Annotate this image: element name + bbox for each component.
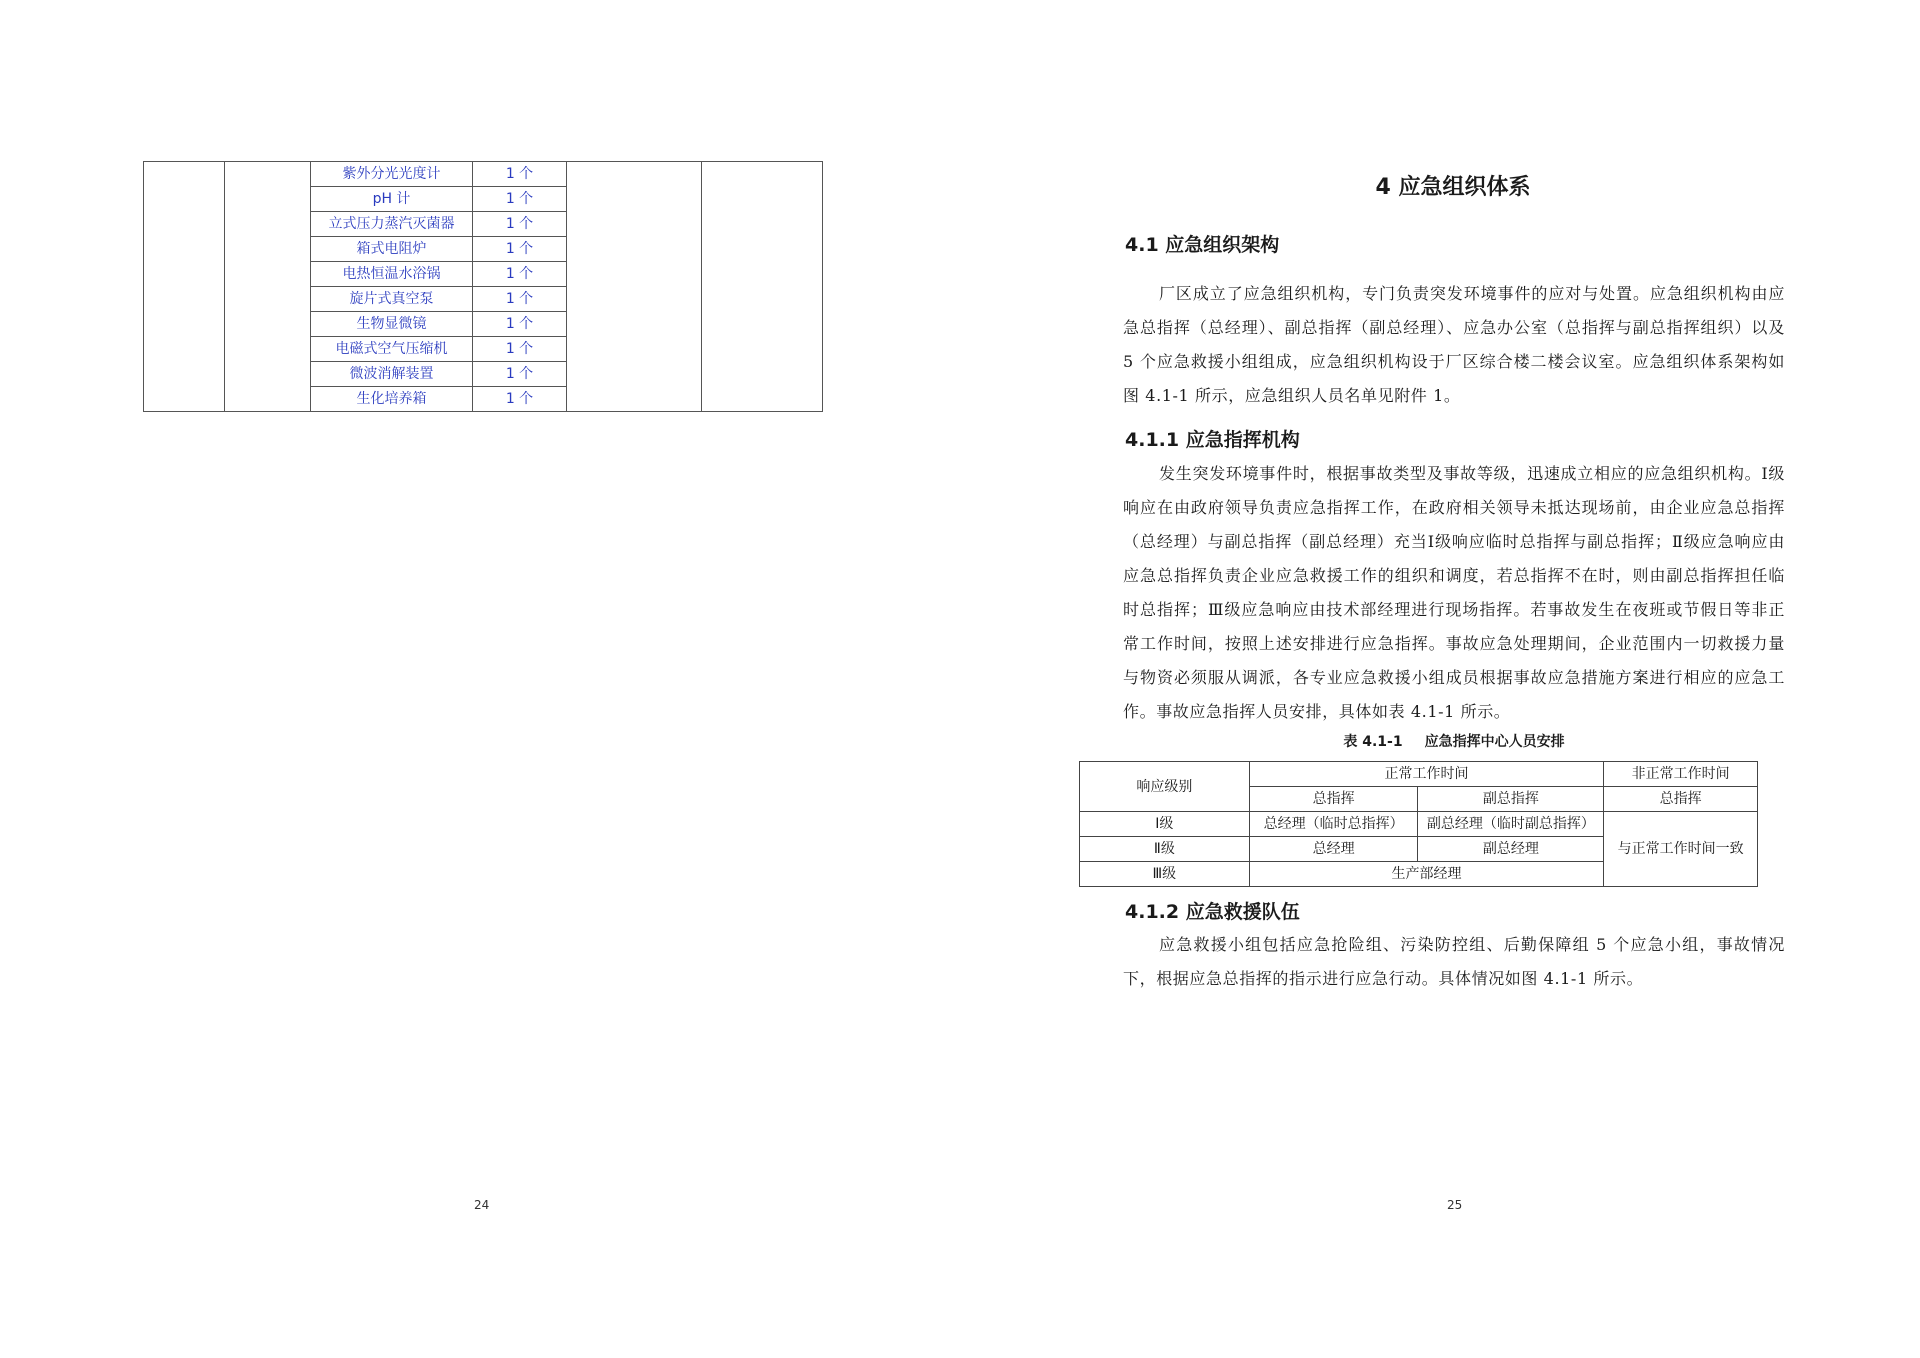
right-page bbox=[960, 0, 1920, 1358]
equipment-name: 电热恒温水浴锅 bbox=[311, 262, 473, 287]
header-chief: 总指挥 bbox=[1249, 787, 1418, 812]
equipment-quantity: 1 个 bbox=[473, 287, 567, 312]
equipment-table-body bbox=[144, 162, 823, 412]
equipment-quantity: 1 个 bbox=[473, 362, 567, 387]
equipment-name: pH 计 bbox=[311, 187, 473, 212]
equipment-name: 电磁式空气压缩机 bbox=[311, 337, 473, 362]
equipment-quantity: 1 个 bbox=[473, 387, 567, 412]
equipment-quantity: 1 个 bbox=[473, 212, 567, 237]
header-off-hours: 非正常工作时间 bbox=[1604, 762, 1758, 787]
empty-merged-cell bbox=[702, 162, 823, 412]
equipment-name: 生物显微镜 bbox=[311, 312, 473, 337]
table-caption-title: 应急指挥中心人员安排 bbox=[1424, 734, 1565, 750]
empty-merged-cell bbox=[144, 162, 225, 412]
header-deputy: 副总指挥 bbox=[1418, 787, 1604, 812]
section-4-1-1-paragraph: 发生突发环境事件时，根据事故类型及事故等级，迅速成立相应的应急组织机构。Ⅰ级响应在由政府领导负责应急指挥工作，在政府相关领导未抵达现场前，由企业应急总指挥（总经理）与副总指挥（副总经理）充当Ⅰ级响应临时总指挥与副总指挥；Ⅱ级应急响应由应急总指挥负责企业应急救援工作的组织和调度，若总指挥不在时，则由副总指挥担任临时总指挥；Ⅲ级应急响应由技术部经理进行现场指挥。若事故发生在夜班或节假日等非正常工作时间，按照上述安排进行应急指挥。事故应急处理期间，企业范围内一切救援力量与物资必须服从调派，各专业应急救援小组成员根据事故应急措施方案进行相应的应急工作。事故应急指挥人员安排，具体如表 4.1-1 所示。 bbox=[1123, 464, 1785, 721]
table-row bbox=[144, 162, 823, 187]
equipment-quantity: 1 个 bbox=[473, 162, 567, 187]
section-4-1-heading: 4.1 应急组织架构 bbox=[1125, 234, 1280, 256]
section-4-1-paragraph: 厂区成立了应急组织机构，专门负责突发环境事件的应对与处置。应急组织机构由应急总指挥（总经理）、副总指挥（副总经理）、应急办公室（总指挥与副总指挥组织）以及 5 个应急救援小组组成，应急组织机构设于厂区综合楼二楼会议室。应急组织体系架构如图 4.1-1 所示，应急组织人员名单见附件 1。 bbox=[1123, 284, 1785, 405]
row-level-2-deputy: 副总经理 bbox=[1418, 837, 1604, 862]
equipment-quantity: 1 个 bbox=[473, 262, 567, 287]
row-level-1-chief: 总经理（临时总指挥） bbox=[1249, 812, 1418, 837]
row-level-1-deputy: 副总经理（临时副总指挥） bbox=[1418, 812, 1604, 837]
row-level-2-chief: 总经理 bbox=[1249, 837, 1418, 862]
page-number-right: 25 bbox=[1447, 1198, 1463, 1212]
equipment-table bbox=[143, 161, 823, 412]
header-response-level: 响应级别 bbox=[1080, 762, 1250, 812]
section-4-1-2-heading: 4.1.2 应急救援队伍 bbox=[1125, 901, 1300, 923]
equipment-quantity: 1 个 bbox=[473, 187, 567, 212]
staff-arrangement-table bbox=[1079, 761, 1758, 887]
equipment-quantity: 1 个 bbox=[473, 312, 567, 337]
page-number-left: 24 bbox=[474, 1198, 490, 1212]
equipment-name: 立式压力蒸汽灭菌器 bbox=[311, 212, 473, 237]
off-hours-merged-cell: 与正常工作时间一致 bbox=[1604, 812, 1758, 887]
header-normal-hours: 正常工作时间 bbox=[1249, 762, 1603, 787]
equipment-quantity: 1 个 bbox=[473, 237, 567, 262]
row-level-1: Ⅰ级 bbox=[1080, 812, 1250, 837]
equipment-name: 箱式电阻炉 bbox=[311, 237, 473, 262]
table-row bbox=[1080, 812, 1758, 837]
chapter-title: 4 应急组织体系 bbox=[1375, 175, 1531, 200]
row-level-2: Ⅱ级 bbox=[1080, 837, 1250, 862]
row-level-3: Ⅲ级 bbox=[1080, 862, 1250, 887]
section-4-1-1-heading: 4.1.1 应急指挥机构 bbox=[1125, 429, 1300, 451]
table-caption-number: 表 4.1-1 bbox=[1343, 734, 1403, 750]
equipment-name: 生化培养箱 bbox=[311, 387, 473, 412]
empty-merged-cell bbox=[225, 162, 311, 412]
header-off-chief: 总指挥 bbox=[1604, 787, 1758, 812]
equipment-name: 紫外分光光度计 bbox=[311, 162, 473, 187]
equipment-name: 微波消解装置 bbox=[311, 362, 473, 387]
equipment-name: 旋片式真空泵 bbox=[311, 287, 473, 312]
row-level-3-merged: 生产部经理 bbox=[1249, 862, 1603, 887]
section-4-1-2-paragraph: 应急救援小组包括应急抢险组、污染防控组、后勤保障组 5 个应急小组，事故情况下，根据应急总指挥的指示进行应急行动。具体情况如图 4.1-1 所示。 bbox=[1123, 935, 1785, 988]
equipment-quantity: 1 个 bbox=[473, 337, 567, 362]
table-row bbox=[1080, 762, 1758, 787]
empty-merged-cell bbox=[567, 162, 702, 412]
table-4-1-1-caption bbox=[1123, 731, 1785, 751]
